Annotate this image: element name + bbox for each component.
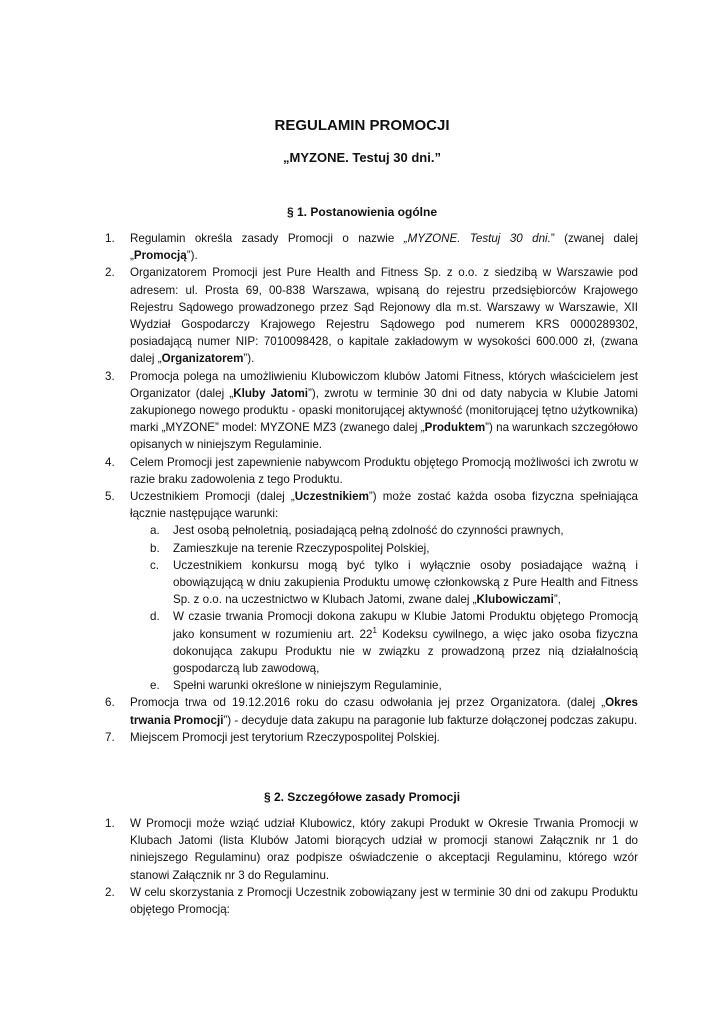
item-text: ” (zwanej dalej „ xyxy=(130,232,639,263)
item-number: 4. xyxy=(105,455,115,469)
item-text: ”) - decyduje data zakupu na paragonie lub fakturze dołączonej podczas zakupu. xyxy=(223,713,638,727)
defined-term: Uczestnikiem xyxy=(294,490,369,504)
item-number: 7. xyxy=(105,730,115,744)
document-subtitle: „MYZONE. Testuj 30 dni.” xyxy=(283,150,441,165)
item-number: 2. xyxy=(105,885,115,899)
sub-list-item xyxy=(130,522,638,539)
superscript: 1 xyxy=(372,625,377,635)
item-text: Uczestnikiem Promocji (dalej „ xyxy=(130,490,295,504)
item-text: Promocja polega na umożliwieniu Klubowiczom klubów Jatomi Fitness, których właścicielem jest Organizator (dalej „ xyxy=(130,369,638,400)
section-2-list xyxy=(0,815,724,918)
item-text: ”) na warunkach szczegółowo opisanych w niniejszym Regulaminie. xyxy=(130,421,638,452)
item-text: W celu skorzystania z Promocji Uczestnik zobowiązany jest w terminie 30 dni od zakupu Produktu objętego Promocją: xyxy=(130,885,638,917)
section-1-list xyxy=(0,230,724,746)
item-text: Miejscem Promocji jest terytorium Rzeczypospolitej Polskiej. xyxy=(130,730,440,744)
item-text: Promocja trwa od 19.12.2016 roku do czasu odwołania jej przez Organizatora. (dalej „ xyxy=(130,696,606,710)
list-item xyxy=(0,884,724,918)
item-text: ”). xyxy=(243,352,255,366)
item-text: Organizatorem Promocji jest Pure Health and Fitness Sp. z o.o. z siedzibą w Warszawie pod adresem: ul. Prosta 69, 00-838 Warszawa, wpisaną do rejestru przedsiębiorców Krajowego Rejestru Sądowego prowadzonego przez Sąd Rejonowy dla m.st. Warszawy w Warszawie, XII Wydział Gospodarczy Krajowego Rejestru Sądowego pod numerem KRS 0000289302, posiadającą numer NIP: 7010098428, o kapitale zakładowym w wysokości 600.000 zł, (zwana dalej „ xyxy=(130,266,638,366)
item-text: Celem Promocji jest zapewnienie nabywcom Produktu objętego Promocją możliwości ich zwrotu w razie braku zadowolenia z tego Produktu. xyxy=(130,455,638,486)
item-number: 3. xyxy=(105,369,115,383)
list-item xyxy=(0,815,724,884)
list-item xyxy=(0,729,724,746)
item-text: ”), zwrotu w terminie 30 dni od daty nabycia w Klubie Jatomi zakupionego nowego produktu - opaski monitorującej aktywność (monitorującej tętno użytkownika) marki „MYZONE” model: MYZONE MZ3 (zwanego dalej „ xyxy=(130,386,639,435)
list-item xyxy=(0,264,724,367)
sub-list-item xyxy=(130,540,638,557)
sub-item-text: Kodeksu cywilnego, a więc jako osoba fizyczna dokonująca zakupu Produktu nie w związku z prowadzoną przez nią działalnością gospodarczą lub zawodową, xyxy=(173,627,638,676)
list-item xyxy=(0,230,724,264)
conditions-list xyxy=(130,522,638,694)
sub-item-text: Jest osobą pełnoletnią, posiadającą pełną zdolność do czynności prawnych, xyxy=(173,524,564,538)
sub-item-letter: b. xyxy=(150,541,160,555)
section-2-content xyxy=(0,815,724,918)
item-number: 5. xyxy=(105,490,115,504)
promo-name: „MYZONE. Testuj 30 dni. xyxy=(403,232,551,245)
section-1-content xyxy=(0,230,724,746)
sub-item-letter: e. xyxy=(150,679,160,693)
section-1-heading: § 1. Postanowienia ogólne xyxy=(286,205,438,219)
item-number: 2. xyxy=(105,266,115,280)
defined-term: Okres trwania Promocji xyxy=(130,696,638,727)
section-2-heading: § 2. Szczegółowe zasady Promocji xyxy=(263,790,461,804)
sub-item-text: Spełni warunki określone w niniejszym Regulaminie, xyxy=(173,679,442,693)
item-number: 1. xyxy=(105,817,115,830)
defined-term: Organizatorem xyxy=(161,352,244,366)
list-item xyxy=(0,454,724,488)
defined-term: Klubowiczami xyxy=(476,593,554,607)
defined-term: Produktem xyxy=(424,421,486,435)
sub-list-item xyxy=(130,557,638,609)
item-text: Regulamin określa zasady Promocji o nazwie xyxy=(130,232,404,245)
list-item xyxy=(0,488,724,694)
sub-item-text: W czasie trwania Promocji dokona zakupu w Klubie Jatomi Produktu objętego Promocją jako konsument w rozumieniu art. 22 xyxy=(173,610,638,641)
sub-list-item xyxy=(130,608,638,677)
item-text: ”). xyxy=(186,249,198,263)
defined-term: Promocją xyxy=(133,249,187,263)
list-item xyxy=(0,694,724,728)
sub-item-text: Uczestnikiem konkursu mogą być tylko i wyłącznie osoby posiadające ważną i obowiązującą w dniu zakupienia Produktu umowę członkowską z Pure Health and Fitness Sp. z o.o. na uczestnictwo w Klubach Jatomi, zwane dalej „ xyxy=(173,558,638,607)
sub-item-letter: d. xyxy=(150,610,160,624)
list-item xyxy=(0,368,724,454)
item-number: 6. xyxy=(105,696,115,710)
defined-term: Kluby Jatomi xyxy=(233,386,309,400)
sub-item-letter: a. xyxy=(150,524,160,538)
sub-item-letter: c. xyxy=(150,558,160,572)
item-text: W Promocji może wziąć udział Klubowicz, który zakupi Produkt w Okresie Trwania Promocji w Klubach Jatomi (lista Klubów Jatomi biorących udział w promocji stanowi Załącznik nr 1 do niniejszego Regulaminu) oraz podpisze oświadczenie o akceptacji Regulaminu, którego wzór stanowi Załącznik nr 3 do Regulaminu. xyxy=(130,817,638,882)
document-title: REGULAMIN PROMOCJI xyxy=(274,117,450,134)
item-number: 1. xyxy=(105,232,115,245)
item-text: ”) może zostać każda osoba fizyczna spełniająca łącznie następujące warunki: xyxy=(130,490,638,521)
sub-item-text: ”, xyxy=(553,593,561,607)
sub-item-text: Zamieszkuje na terenie Rzeczypospolitej Polskiej, xyxy=(173,541,430,555)
sub-list-item xyxy=(130,677,638,694)
